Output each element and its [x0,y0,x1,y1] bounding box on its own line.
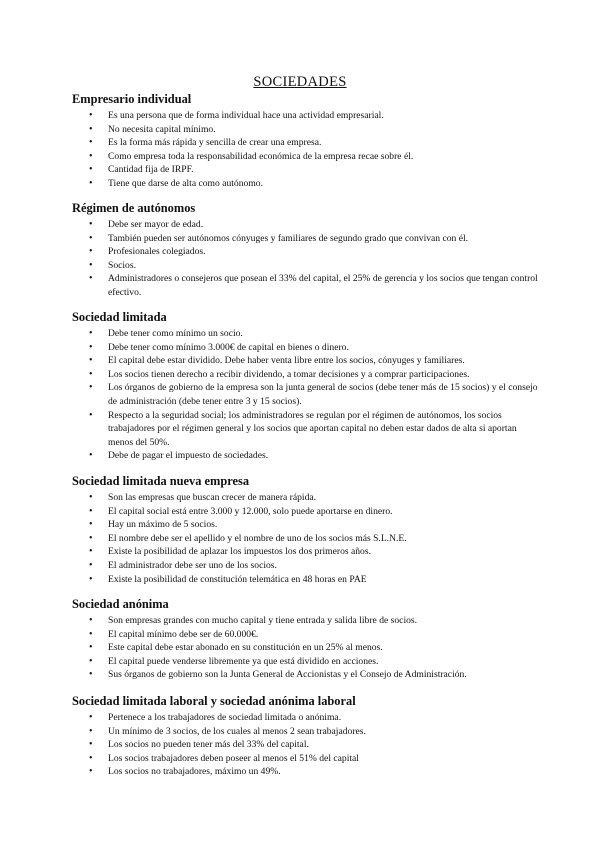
list-item: • Debe de pagar el impuesto de sociedades. [72,449,542,463]
bullet-list [72,218,542,300]
list-item: • Pertenece a los trabajadores de sociedad limitada o anónima. [72,711,542,725]
section-heading: Régimen de autónomos [72,201,196,215]
bullet-list [72,327,542,463]
list-item: • Cantidad fija de IRPF. [72,163,542,177]
list-item: • Un mínimo de 3 socios, de los cuales al menos 2 sean trabajadores. [72,725,542,739]
list-item: • Socios. [72,259,542,273]
list-item: • Respecto a la seguridad social; los administradores se regulan por el régimen de autónomos, los socios trabajadores por el régimen general y los socios que aportan capital no deben estar dados de alta si aportan menos del 50%. [72,409,542,450]
section-heading: Sociedad anónima [72,597,169,611]
section-sociedad-anonima [72,597,542,682]
list-item: • Como empresa toda la responsabilidad económica de la empresa recae sobre él. [72,150,542,164]
list-item: • También pueden ser autónomos cónyuges y familiares de segundo grado que convivan con él. [72,232,542,246]
list-item: • Es una persona que de forma individual hace una actividad empresarial. [72,109,542,123]
section-regimen-autonomos [72,201,542,300]
list-item: • Son empresas grandes con mucho capital y tiene entrada y salida libre de socios. [72,614,542,628]
section-empresario-individual [72,92,542,191]
list-item: • El administrador debe ser uno de los socios. [72,559,542,573]
section-heading: Sociedad limitada nueva empresa [72,474,250,488]
list-item: • Debe ser mayor de edad. [72,218,542,232]
list-item: • Los socios trabajadores deben poseer al menos el 51% del capital [72,752,542,766]
list-item: • El capital puede venderse libremente ya que está dividido en acciones. [72,655,542,669]
list-item: • Debe tener como mínimo un socio. [72,327,542,341]
list-item: • El capital social está entre 3.000 y 12.000, solo puede aportarse en dinero. [72,505,542,519]
list-item: • Los socios no pueden tener más del 33% del capital. [72,738,542,752]
list-item: • Sus órganos de gobierno son la Junta General de Accionistas y el Consejo de Administración. [72,668,542,682]
section-heading: Empresario individual [72,92,192,106]
bullet-list [72,711,542,779]
bullet-list [72,109,542,191]
section-heading: Sociedad limitada laboral y sociedad anónima laboral [72,694,356,708]
list-item: • Los socios tienen derecho a recibir dividendo, a tomar decisiones y a comprar participaciones. [72,368,542,382]
list-item: • Los socios no trabajadores, máximo un 49%. [72,765,542,779]
section-sociedad-limitada-nueva-empresa [72,474,542,586]
section-sociedad-laboral [72,694,542,779]
section-sociedad-limitada [72,310,542,463]
list-item: • Existe la posibilidad de constitución telemática en 48 horas en PAE [72,573,542,587]
list-item: • Es la forma más rápida y sencilla de crear una empresa. [72,136,542,150]
list-item: • El capital debe estar dividido. Debe haber venta libre entre los socios, cónyuges y familiares. [72,354,542,368]
list-item: • Los órganos de gobierno de la empresa son la junta general de socios (debe tener más de 15 socios) y el consejo de administración (debe tener entre 3 y 15 socios). [72,381,542,408]
list-item: • Este capital debe estar abonado en su constitución en un 25% al menos. [72,641,542,655]
list-item: • El nombre debe ser el apellido y el nombre de uno de los socios más S.L.N.E. [72,532,542,546]
list-item: • Administradores o consejeros que posean el 33% del capital, el 25% de gerencia y los socios que tengan control efectivo. [72,272,542,299]
list-item: • El capital mínimo debe ser de 60.000€. [72,628,542,642]
list-item: • Profesionales colegiados. [72,245,542,259]
list-item: • Son las empresas que buscan crecer de manera rápida. [72,491,542,505]
section-heading: Sociedad limitada [72,310,167,324]
list-item: • Debe tener como mínimo 3.000€ de capital en bienes o dinero. [72,341,542,355]
list-item: • Existe la posibilidad de aplazar los impuestos los dos primeros años. [72,545,542,559]
list-item: • No necesita capital mínimo. [72,123,542,137]
bullet-list [72,491,542,586]
list-item: • Tiene que darse de alta como autónomo. [72,177,542,191]
page-title: SOCIEDADES [253,74,347,90]
list-item: • Hay un máximo de 5 socios. [72,518,542,532]
bullet-list [72,614,542,682]
